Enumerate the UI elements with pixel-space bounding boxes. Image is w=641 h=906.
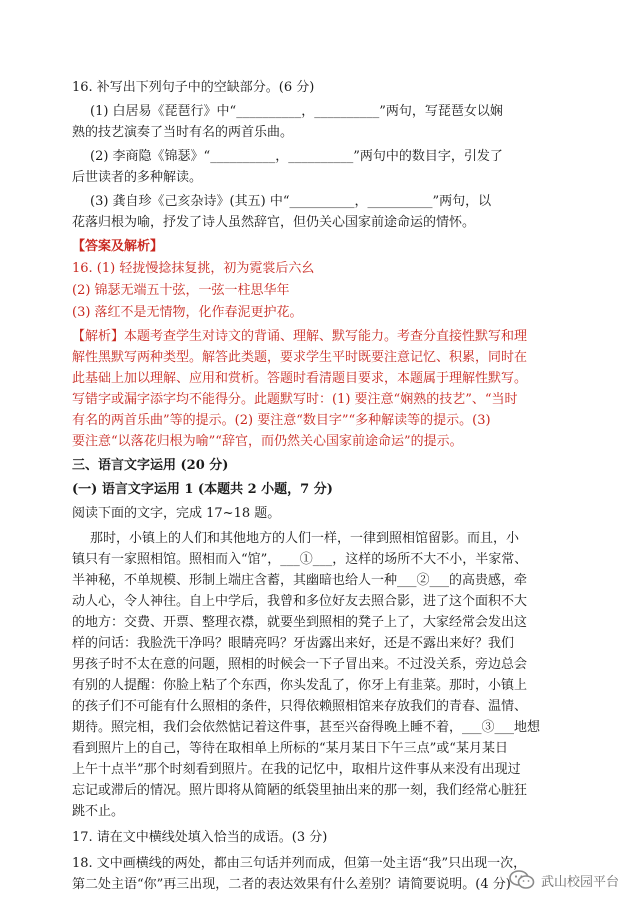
passage-line: 半神秘，不单规模、形制上端庄含蓄，其幽暗也给人一种___②___的高贵感，牵 [72,573,528,588]
explanation-line-4: 写错字或漏字添字均不能得分。此题默写时：(1) 要注意“娴熟的技艺”、“当时 [72,392,518,407]
answer-heading: 【答案及解析】 [72,239,164,254]
passage-line: 的孩子们不可能有什么照相的条件，只得依赖照相馆来存放我们的青春、温情、 [72,699,528,714]
passage-line: 动人心，令人神往。自上中学后，我曾和多位好友去照合影，进了这个面积不大 [72,594,528,609]
q16-item1-line1: (1) 白居易《琵琶行》中“__________，__________”两句，写琵琶女以娴 [90,104,503,119]
explanation-line-5: 有名的两首乐曲”等的提示。(2) 要注意“数目字”“多种解读等的提示。(3) [72,413,491,428]
watermark-text: 武山校园平台 [540,874,619,890]
passage-line: 忘记或滞后的情况。照片即将从简陋的纸袋里抽出来的那一刻，我们经常心脏狂 [72,783,528,798]
passage-line: 镇只有一家照相馆。照相而入“馆”，___①___，这样的场所不大不小，半家常、 [72,552,528,567]
q18-line2: 第二处主语“你”再三出现，二者的表达效果有什么差别？请简要说明。(4 分) [72,877,511,892]
explanation-line-1: 【解析】本题考查学生对诗文的背诵、理解、默写能力。考查分直接性默写和理 [72,329,528,344]
watermark [509,870,619,890]
passage-line: 男孩子时不太在意的问题，照相的时候会一下子冒出来。不过没关系，旁边总会 [72,657,528,672]
q16-item2-line2: 后世读者的多种解读。 [72,170,203,185]
passage-line: 那时，小镇上的人们和其他地方的人们一样，一律到照相馆留影。而且，小 [90,531,520,546]
answer-3: (3) 落红不是无情物，化作春泥更护花。 [72,305,303,320]
q17: 17. 请在文中横线处填入恰当的成语。(3 分) [72,830,328,845]
q16-item3-line1: (3) 龚自珍《己亥杂诗》(其五) 中“__________，__________”两句，以 [90,194,492,209]
q16-item3-line2: 花落归根为喻，抒发了诗人虽然辞官，但仍关心国家前途命运的情怀。 [72,215,476,230]
answer-2: (2) 锦瑟无端五十弦，一弦一柱思华年 [72,283,290,298]
answer-1: 16. (1) 轻拢慢捻抹复挑，初为霓裳后六幺 [72,261,315,276]
explanation-line-2: 解性黑默写两种类型。解答此类题，要求学生平时既要注意记忆、积累，同时在 [72,350,528,365]
explanation-line-3: 此基础上加以理解、应用和赏析。答题时看清题目要求，本题属于理解性默写。 [72,371,528,386]
passage-line: 跳不止。 [72,804,125,819]
q16-title: 16. 补写出下列句子中的空缺部分。(6 分) [72,80,315,95]
q16-item1-line2: 熟的技艺演奏了当时有名的两首乐曲。 [72,125,294,140]
passage-line: 的地方：交费、开票、整理衣襟，就要坐到照相的凳子上了，大家经常会发出这 [72,615,528,630]
wechat-icon [509,870,535,890]
reading-instruction: 阅读下面的文字，完成 17~18 题。 [72,506,281,521]
passage-line: 上午十点半”那个时刻看到照片。在我的记忆中，取相片这件事从来没有出现过 [72,762,521,777]
passage-line: 期待。照完相，我们会依然惦记着这件事，甚至兴奋得晚上睡不着，___③___地想 [72,720,541,735]
passage-line: 样的问话：我脸洗干净吗？眼睛亮吗？牙齿露出来好，还是不露出来好？我们 [72,636,515,651]
q18-line1: 18. 文中画横线的两处，都由三句话并列而成，但第一处主语“我”只出现一次， [72,856,527,871]
passage-line: 有别的人提醒：你脸上粘了个东西，你头发乱了，你牙上有韭菜。那时，小镇上 [72,678,528,693]
explanation-line-6: 要注意“以落花归根为喻”“辞官，而仍然关心国家前途命运”的提示。 [72,434,463,449]
section-3-subtitle: (一) 语言文字运用 1 (本题共 2 小题，7 分) [72,482,333,497]
passage-line: 看到照片上的自己，等待在取相单上所标的“某月某日下午三点”或“某月某日 [72,741,508,756]
section-3-title: 三、语言文字运用 (20 分) [72,458,229,473]
q16-item2-line1: (2) 李商隐《锦瑟》“__________，__________”两句中的数目字，引发了 [90,149,503,164]
